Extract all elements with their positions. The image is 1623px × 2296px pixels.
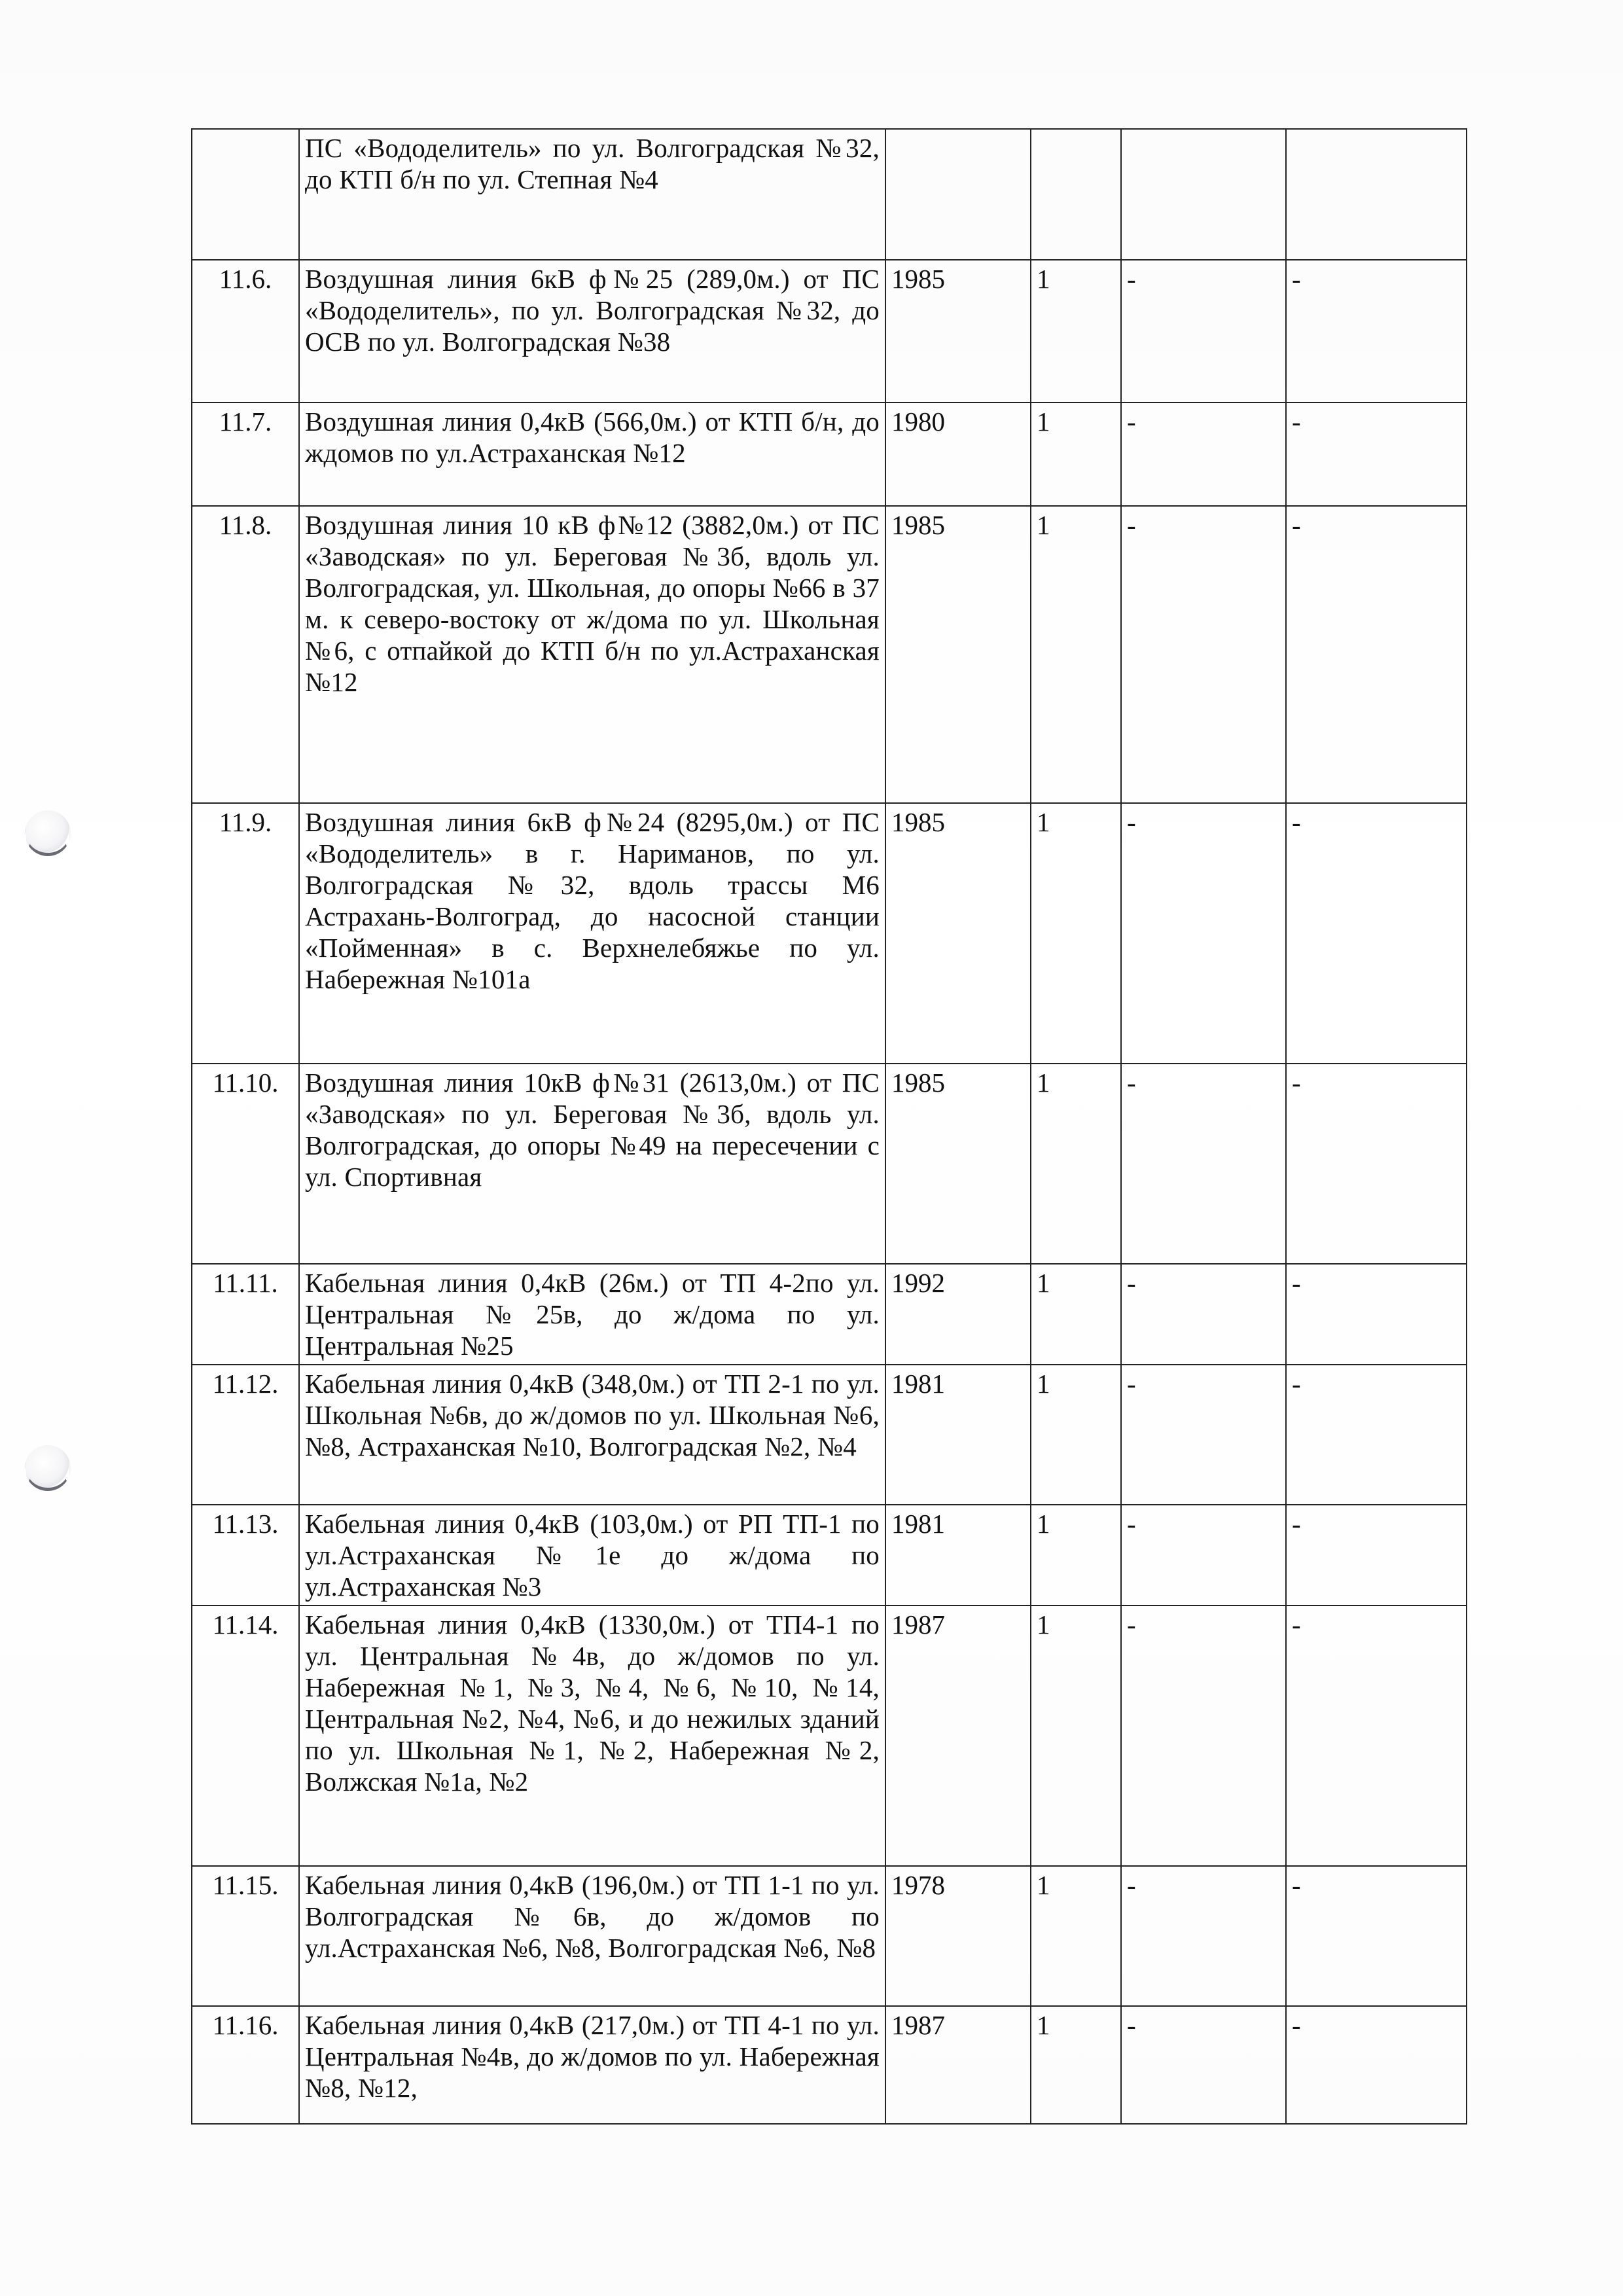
table-row — [192, 1264, 1467, 1365]
row-year-cell: 1985 — [885, 260, 1031, 403]
row-column-b-cell: - — [1286, 1365, 1467, 1505]
row-description-cell: Воздушная линия 0,4кВ (566,0м.) от КТП б/н, до ждомов по ул.Астраханская №12 — [299, 403, 885, 506]
row-description-cell: Воздушная линия 6кВ ф№24 (8295,0м.) от ПС «Вододелитель» в г. Нариманов, по ул. Волгоградская №32, вдоль трассы М6 Астрахань-Волгоград, до насосной станции «Пойменная» в с. Верхнелебяжье по ул. Набережная №101а — [299, 803, 885, 1064]
row-description-cell: Кабельная линия 0,4кВ (26м.) от ТП 4-2по ул. Центральная №25в, до ж/дома по ул. Центральная №25 — [299, 1264, 885, 1365]
row-quantity-cell: 1 — [1031, 803, 1121, 1064]
row-number-cell: 11.6. — [192, 260, 299, 403]
row-year-cell — [885, 129, 1031, 260]
row-column-b-cell: - — [1286, 1605, 1467, 1866]
row-column-b-cell: - — [1286, 260, 1467, 403]
row-description-cell: Воздушная линия 6кВ ф№25 (289,0м.) от ПС «Вододелитель», по ул. Волгоградская №32, до ОСВ по ул. Волгоградская №38 — [299, 260, 885, 403]
row-column-a-cell: - — [1121, 260, 1286, 403]
row-number-cell: 11.7. — [192, 403, 299, 506]
table-row-continued — [192, 129, 1467, 260]
table-row — [192, 1605, 1467, 1866]
row-year-cell: 1992 — [885, 1264, 1031, 1365]
row-column-a-cell: - — [1121, 1365, 1286, 1505]
punch-hole-lower — [25, 1445, 71, 1491]
row-year-cell: 1987 — [885, 1605, 1031, 1866]
row-number-cell: 11.11. — [192, 1264, 299, 1365]
row-year-cell: 1985 — [885, 1064, 1031, 1264]
row-column-a-cell: - — [1121, 403, 1286, 506]
row-column-a-cell: - — [1121, 1264, 1286, 1365]
row-year-cell: 1980 — [885, 403, 1031, 506]
row-column-b-cell: - — [1286, 403, 1467, 506]
table-row — [192, 1365, 1467, 1505]
row-quantity-cell: 1 — [1031, 260, 1121, 403]
row-column-b-cell: - — [1286, 803, 1467, 1064]
row-quantity-cell: 1 — [1031, 1264, 1121, 1365]
row-quantity-cell: 1 — [1031, 1365, 1121, 1505]
table-row — [192, 403, 1467, 506]
row-quantity-cell: 1 — [1031, 1505, 1121, 1605]
table-row — [192, 803, 1467, 1064]
table-row — [192, 1064, 1467, 1264]
power-lines-table — [191, 128, 1467, 2125]
row-description-cell: Кабельная линия 0,4кВ (217,0м.) от ТП 4-1 по ул. Центральная №4в, до ж/домов по ул. Набережная №8, №12, — [299, 2006, 885, 2124]
row-number-cell: 11.13. — [192, 1505, 299, 1605]
row-description-cell: Кабельная линия 0,4кВ (103,0м.) от РП ТП-1 по ул.Астраханская №1е до ж/дома по ул.Астраханская №3 — [299, 1505, 885, 1605]
row-description-cell: Кабельная линия 0,4кВ (196,0м.) от ТП 1-1 по ул. Волгоградская №6в, до ж/домов по ул.Астраханская №6, №8, Волгоградская №6, №8 — [299, 1866, 885, 2006]
table-row — [192, 260, 1467, 403]
row-column-a-cell: - — [1121, 803, 1286, 1064]
row-quantity-cell: 1 — [1031, 403, 1121, 506]
row-description-cell: Кабельная линия 0,4кВ (1330,0м.) от ТП4-1 по ул. Центральная №4в, до ж/домов по ул. Набережная №1, №3, №4, №6, №10, №14, Центральная №2, №4, №6, и до нежилых зданий по ул. Школьная №1, №2, Набережная №2, Волжская №1а, №2 — [299, 1605, 885, 1866]
row-column-a-cell — [1121, 129, 1286, 260]
row-column-b-cell: - — [1286, 1866, 1467, 2006]
row-year-cell: 1981 — [885, 1505, 1031, 1605]
row-column-a-cell: - — [1121, 506, 1286, 803]
row-year-cell: 1985 — [885, 506, 1031, 803]
row-column-a-cell: - — [1121, 1505, 1286, 1605]
table-body — [192, 129, 1467, 2124]
row-column-b-cell: - — [1286, 1264, 1467, 1365]
row-column-a-cell: - — [1121, 1866, 1286, 2006]
row-number-cell — [192, 129, 299, 260]
row-description-cell: ПС «Вододелитель» по ул. Волгоградская №32, до КТП б/н по ул. Степная №4 — [299, 129, 885, 260]
row-quantity-cell — [1031, 129, 1121, 260]
row-column-a-cell: - — [1121, 1064, 1286, 1264]
row-number-cell: 11.16. — [192, 2006, 299, 2124]
row-number-cell: 11.12. — [192, 1365, 299, 1505]
row-quantity-cell: 1 — [1031, 1064, 1121, 1264]
row-number-cell: 11.8. — [192, 506, 299, 803]
row-column-b-cell: - — [1286, 1505, 1467, 1605]
row-quantity-cell: 1 — [1031, 2006, 1121, 2124]
row-year-cell: 1981 — [885, 1365, 1031, 1505]
row-column-a-cell: - — [1121, 1605, 1286, 1866]
row-column-a-cell: - — [1121, 2006, 1286, 2124]
row-quantity-cell: 1 — [1031, 1605, 1121, 1866]
row-quantity-cell: 1 — [1031, 506, 1121, 803]
row-quantity-cell: 1 — [1031, 1866, 1121, 2006]
row-year-cell: 1978 — [885, 1866, 1031, 2006]
table-row — [192, 506, 1467, 803]
row-number-cell: 11.10. — [192, 1064, 299, 1264]
row-description-cell: Воздушная линия 10 кВ ф№12 (3882,0м.) от ПС «Заводская» по ул. Береговая №3б, вдоль ул. Волгоградская, ул. Школьная, до опоры №66 в 37 м. к северо-востоку от ж/дома по ул. Школьная №6, с отпайкой до КТП б/н по ул.Астраханская №12 — [299, 506, 885, 803]
row-column-b-cell: - — [1286, 506, 1467, 803]
row-description-cell: Воздушная линия 10кВ ф№31 (2613,0м.) от ПС «Заводская» по ул. Береговая №3б, вдоль ул. Волгоградская, до опоры №49 на пересечении с ул. Спортивная — [299, 1064, 885, 1264]
row-year-cell: 1987 — [885, 2006, 1031, 2124]
row-number-cell: 11.9. — [192, 803, 299, 1064]
row-number-cell: 11.15. — [192, 1866, 299, 2006]
table-row — [192, 1866, 1467, 2006]
row-column-b-cell: - — [1286, 1064, 1467, 1264]
row-column-b-cell — [1286, 129, 1467, 260]
row-column-b-cell: - — [1286, 2006, 1467, 2124]
table-row — [192, 1505, 1467, 1605]
row-year-cell: 1985 — [885, 803, 1031, 1064]
table-row — [192, 2006, 1467, 2124]
row-number-cell: 11.14. — [192, 1605, 299, 1866]
punch-hole-upper — [25, 810, 71, 856]
row-description-cell: Кабельная линия 0,4кВ (348,0м.) от ТП 2-1 по ул. Школьная №6в, до ж/домов по ул. Школьная №6, №8, Астраханская №10, Волгоградская №2, №4 — [299, 1365, 885, 1505]
